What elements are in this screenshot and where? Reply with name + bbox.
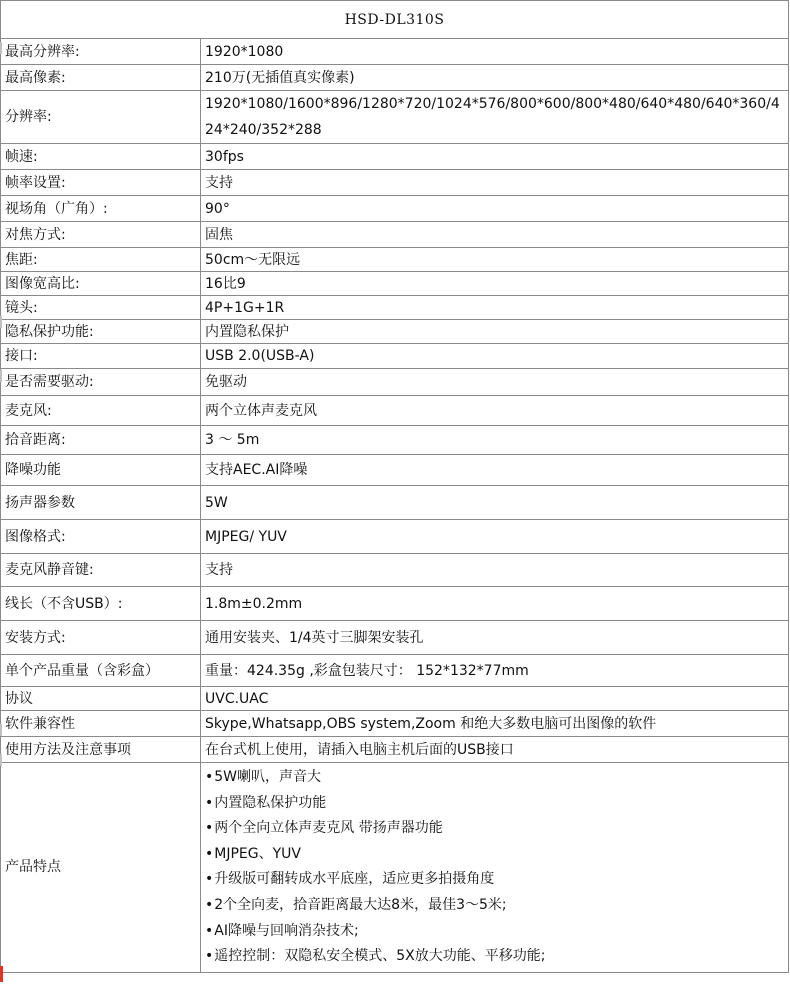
spec-value: 重量：424.35g ,彩盒包装尺寸： 152*132*77mm: [201, 655, 789, 687]
spec-value: 两个立体声麦克风: [201, 396, 789, 426]
edge-red-mark: [0, 966, 3, 982]
spec-value: UVC.UAC: [201, 687, 789, 711]
feature-item: • 2个全向麦，拾音距离最大达8米，最佳3～5米;: [205, 893, 784, 919]
spec-label: 麦克风静音键:: [1, 554, 201, 587]
features-list: [205, 763, 784, 972]
spec-row: [1, 91, 789, 144]
spec-row: [1, 554, 789, 587]
edge-mark: [0, 316, 2, 328]
spec-label: 隐私保护功能:: [1, 320, 201, 344]
edge-mark: [0, 754, 2, 766]
spec-label: 降噪功能: [1, 455, 201, 486]
spec-row: [1, 621, 789, 655]
spec-label: 焦距:: [1, 248, 201, 272]
spec-label: 最高分辨率:: [1, 39, 201, 65]
feature-item: • 内置隐私保护功能: [205, 791, 784, 817]
spec-row: [1, 65, 789, 91]
spec-label: 最高像素:: [1, 65, 201, 91]
spec-value: 通用安装夹、1/4英寸三脚架安装孔: [201, 621, 789, 655]
spec-value: 5W: [201, 486, 789, 520]
spec-value: MJPEG/ YUV: [201, 520, 789, 554]
spec-value: 210万(无插值真实像素): [201, 65, 789, 91]
feature-item: • 升级版可翻转成水平底座，适应更多拍摄角度: [205, 867, 784, 893]
spec-value: 支持AEC.AI降噪: [201, 455, 789, 486]
spec-label: 软件兼容性: [1, 711, 201, 737]
spec-value: 30fps: [201, 144, 789, 170]
edge-mark: [0, 370, 2, 382]
spec-row: [1, 196, 789, 222]
spec-row: [1, 426, 789, 455]
spec-row: [1, 396, 789, 426]
features-cell: [201, 763, 789, 973]
spec-label: 图像宽高比:: [1, 272, 201, 296]
spec-value: 在台式机上使用，请插入电脑主机后面的USB接口: [201, 737, 789, 763]
spec-value: 16比9: [201, 272, 789, 296]
feature-item: • 5W喇叭，声音大: [205, 765, 784, 791]
spec-label: 帧率设置:: [1, 170, 201, 196]
spec-label: 对焦方式:: [1, 222, 201, 248]
spec-value: Skype,Whatsapp,OBS system,Zoom 和绝大多数电脑可出图像的软件: [201, 711, 789, 737]
spec-row: [1, 455, 789, 486]
spec-label: 视场角（广角）:: [1, 196, 201, 222]
spec-row: [1, 587, 789, 621]
edge-mark: [0, 724, 2, 736]
spec-value: 支持: [201, 554, 789, 587]
spec-value: 1920*1080/1600*896/1280*720/1024*576/800*600/800*480/640*480/640*360/424*240/352*288: [201, 91, 789, 144]
spec-label: 扬声器参数: [1, 486, 201, 520]
spec-label: 是否需要驱动:: [1, 369, 201, 396]
spec-value: 1920*1080: [201, 39, 789, 65]
spec-label: 安装方式:: [1, 621, 201, 655]
spec-row: [1, 344, 789, 369]
spec-row: [1, 737, 789, 763]
spec-label: 麦克风:: [1, 396, 201, 426]
spec-row: [1, 486, 789, 520]
spec-label: 使用方法及注意事项: [1, 737, 201, 763]
spec-value: 4P+1G+1R: [201, 296, 789, 320]
feature-item: • 两个全向立体声麦克风 带扬声器功能: [205, 816, 784, 842]
spec-label: 镜头:: [1, 296, 201, 320]
spec-value: 免驱动: [201, 369, 789, 396]
spec-value: 内置隐私保护: [201, 320, 789, 344]
spec-row: [1, 39, 789, 65]
spec-label: 协议: [1, 687, 201, 711]
spec-row: [1, 272, 789, 296]
spec-row: [1, 520, 789, 554]
spec-row: [1, 170, 789, 196]
feature-item: • MJPEG、YUV: [205, 842, 784, 868]
spec-row: [1, 711, 789, 737]
spec-row: [1, 296, 789, 320]
spec-value: 1.8m±0.2mm: [201, 587, 789, 621]
features-label: 产品特点: [1, 763, 201, 973]
spec-value: 90°: [201, 196, 789, 222]
title-row: [1, 1, 789, 39]
spec-row: [1, 144, 789, 170]
spec-label: 单个产品重量（含彩盒）: [1, 655, 201, 687]
spec-label: 拾音距离:: [1, 426, 201, 455]
spec-label: 分辨率:: [1, 91, 201, 144]
spec-row: [1, 222, 789, 248]
product-model-title: HSD-DL310S: [1, 1, 789, 39]
features-row: [1, 763, 789, 973]
feature-item: • 遥控控制：双隐私安全模式、5X放大功能、平移功能;: [205, 944, 784, 970]
spec-label: 图像格式:: [1, 520, 201, 554]
spec-label: 帧速:: [1, 144, 201, 170]
feature-item: • AI降噪与回响消杂技术;: [205, 919, 784, 945]
spec-label: 接口:: [1, 344, 201, 369]
spec-value: USB 2.0(USB-A): [201, 344, 789, 369]
spec-value: 固焦: [201, 222, 789, 248]
spec-row: [1, 655, 789, 687]
spec-row: [1, 687, 789, 711]
edge-mark: [0, 42, 2, 54]
spec-value: 支持: [201, 170, 789, 196]
spec-value: 3 ～ 5m: [201, 426, 789, 455]
spec-row: [1, 320, 789, 344]
spec-value: 50cm～无限远: [201, 248, 789, 272]
spec-row: [1, 369, 789, 396]
spec-row: [1, 248, 789, 272]
spec-label: 线长（不含USB）:: [1, 587, 201, 621]
